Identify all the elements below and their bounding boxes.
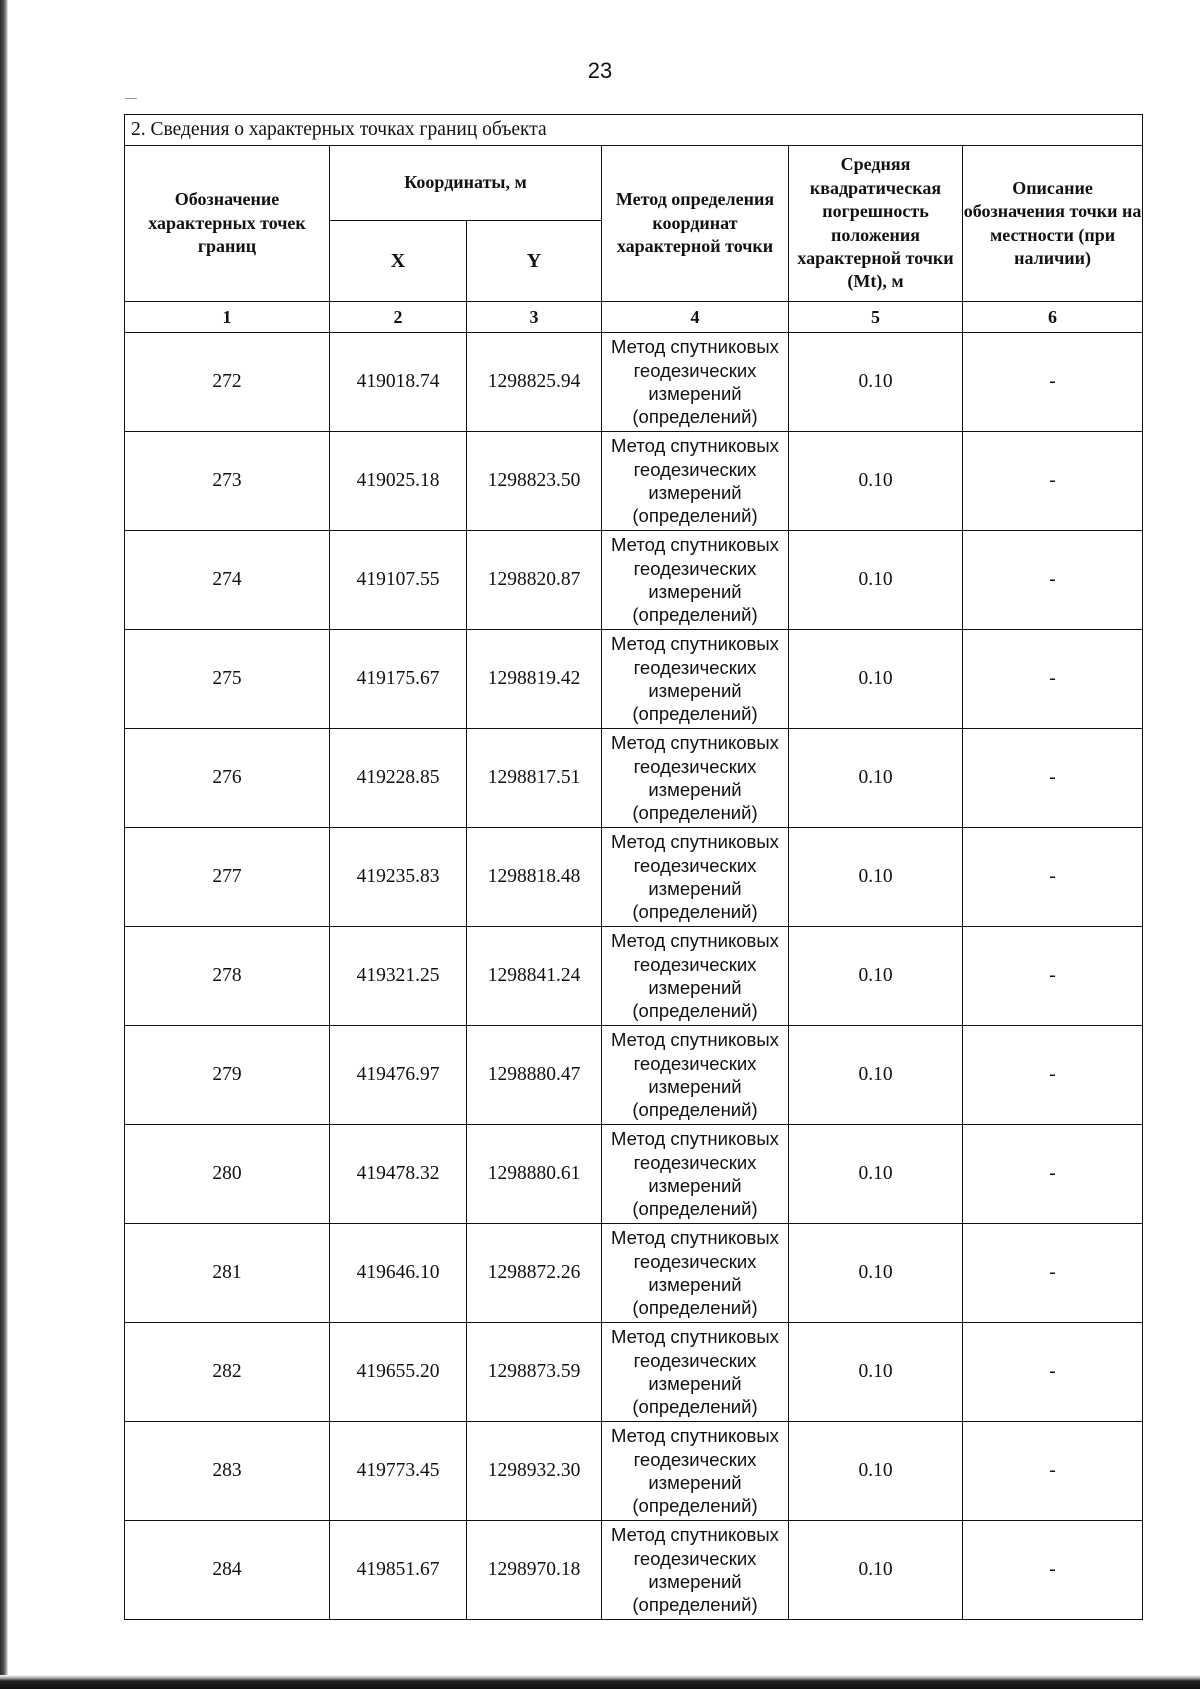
table-row [125, 531, 1143, 630]
cell-error: 0.10 [789, 333, 963, 432]
scan-mark [125, 98, 137, 99]
cell-error: 0.10 [789, 1323, 963, 1422]
cell-description: - [963, 432, 1143, 531]
cell-point: 273 [125, 432, 330, 531]
cell-error: 0.10 [789, 729, 963, 828]
cell-x: 419476.97 [330, 1026, 467, 1125]
cell-x: 419235.83 [330, 828, 467, 927]
scan-edge-left [0, 0, 8, 1689]
cell-y: 1298970.18 [467, 1521, 602, 1620]
cell-method: Метод спутниковых геодезических измерений (определений) [602, 927, 789, 1026]
header-description: Описание обозначения точки на местности (при наличии) [963, 146, 1143, 302]
cell-y: 1298818.48 [467, 828, 602, 927]
cell-x: 419321.25 [330, 927, 467, 1026]
cell-method: Метод спутниковых геодезических измерений (определений) [602, 630, 789, 729]
cell-error: 0.10 [789, 1521, 963, 1620]
cell-description: - [963, 1521, 1143, 1620]
table-row [125, 432, 1143, 531]
cell-error: 0.10 [789, 927, 963, 1026]
cell-point: 275 [125, 630, 330, 729]
table-row [125, 1125, 1143, 1224]
cell-description: - [963, 1323, 1143, 1422]
boundary-points-table [124, 114, 1143, 1620]
header-x: X [330, 221, 467, 302]
cell-method: Метод спутниковых геодезических измерений (определений) [602, 1422, 789, 1521]
cell-method: Метод спутниковых геодезических измерений (определений) [602, 1224, 789, 1323]
header-error: Средняя квадратическая погрешность положения характерной точки (Mt), м [789, 146, 963, 302]
cell-error: 0.10 [789, 1422, 963, 1521]
cell-x: 419655.20 [330, 1323, 467, 1422]
cell-point: 276 [125, 729, 330, 828]
cell-error: 0.10 [789, 1026, 963, 1125]
cell-method: Метод спутниковых геодезических измерений (определений) [602, 1521, 789, 1620]
table-row [125, 729, 1143, 828]
cell-point: 284 [125, 1521, 330, 1620]
cell-point: 272 [125, 333, 330, 432]
cell-x: 419018.74 [330, 333, 467, 432]
cell-point: 278 [125, 927, 330, 1026]
header-method: Метод определения координат характерной точки [602, 146, 789, 302]
cell-description: - [963, 1125, 1143, 1224]
cell-description: - [963, 1224, 1143, 1323]
table-row [125, 1224, 1143, 1323]
cell-x: 419773.45 [330, 1422, 467, 1521]
cell-method: Метод спутниковых геодезических измерений (определений) [602, 531, 789, 630]
column-numbers-row [125, 302, 1143, 333]
header-y: Y [467, 221, 602, 302]
scan-edge-bottom [0, 1675, 1200, 1689]
cell-y: 1298841.24 [467, 927, 602, 1026]
cell-point: 281 [125, 1224, 330, 1323]
cell-error: 0.10 [789, 531, 963, 630]
cell-method: Метод спутниковых геодезических измерений (определений) [602, 828, 789, 927]
column-number: 2 [330, 302, 467, 333]
column-number: 5 [789, 302, 963, 333]
cell-description: - [963, 531, 1143, 630]
cell-method: Метод спутниковых геодезических измерений (определений) [602, 729, 789, 828]
header-coords: Координаты, м [330, 146, 602, 221]
table-row [125, 828, 1143, 927]
cell-error: 0.10 [789, 828, 963, 927]
cell-point: 277 [125, 828, 330, 927]
cell-error: 0.10 [789, 432, 963, 531]
cell-description: - [963, 1026, 1143, 1125]
cell-point: 280 [125, 1125, 330, 1224]
header-point: Обозначение характерных точек границ [125, 146, 330, 302]
cell-x: 419851.67 [330, 1521, 467, 1620]
table-row [125, 927, 1143, 1026]
cell-x: 419646.10 [330, 1224, 467, 1323]
cell-x: 419228.85 [330, 729, 467, 828]
cell-error: 0.10 [789, 630, 963, 729]
cell-description: - [963, 630, 1143, 729]
cell-x: 419107.55 [330, 531, 467, 630]
cell-error: 0.10 [789, 1125, 963, 1224]
section-title: 2. Сведения о характерных точках границ объекта [125, 115, 1143, 146]
cell-y: 1298880.61 [467, 1125, 602, 1224]
cell-x: 419478.32 [330, 1125, 467, 1224]
cell-x: 419025.18 [330, 432, 467, 531]
cell-error: 0.10 [789, 1224, 963, 1323]
table-row [125, 333, 1143, 432]
cell-point: 274 [125, 531, 330, 630]
cell-description: - [963, 333, 1143, 432]
cell-y: 1298817.51 [467, 729, 602, 828]
cell-description: - [963, 729, 1143, 828]
cell-y: 1298932.30 [467, 1422, 602, 1521]
table-row [125, 1026, 1143, 1125]
cell-point: 283 [125, 1422, 330, 1521]
cell-point: 279 [125, 1026, 330, 1125]
cell-description: - [963, 828, 1143, 927]
cell-method: Метод спутниковых геодезических измерений (определений) [602, 1026, 789, 1125]
page-number: 23 [587, 58, 613, 83]
cell-y: 1298819.42 [467, 630, 602, 729]
table-row [125, 1521, 1143, 1620]
cell-description: - [963, 1422, 1143, 1521]
cell-y: 1298823.50 [467, 432, 602, 531]
cell-y: 1298820.87 [467, 531, 602, 630]
table-row [125, 630, 1143, 729]
cell-method: Метод спутниковых геодезических измерений (определений) [602, 1125, 789, 1224]
cell-y: 1298825.94 [467, 333, 602, 432]
cell-method: Метод спутниковых геодезических измерений (определений) [602, 333, 789, 432]
cell-y: 1298873.59 [467, 1323, 602, 1422]
table-row [125, 1323, 1143, 1422]
column-number: 4 [602, 302, 789, 333]
column-number: 1 [125, 302, 330, 333]
cell-method: Метод спутниковых геодезических измерений (определений) [602, 432, 789, 531]
table-row [125, 1422, 1143, 1521]
cell-x: 419175.67 [330, 630, 467, 729]
cell-description: - [963, 927, 1143, 1026]
cell-y: 1298880.47 [467, 1026, 602, 1125]
column-number: 3 [467, 302, 602, 333]
cell-method: Метод спутниковых геодезических измерений (определений) [602, 1323, 789, 1422]
column-number: 6 [963, 302, 1143, 333]
cell-point: 282 [125, 1323, 330, 1422]
cell-y: 1298872.26 [467, 1224, 602, 1323]
